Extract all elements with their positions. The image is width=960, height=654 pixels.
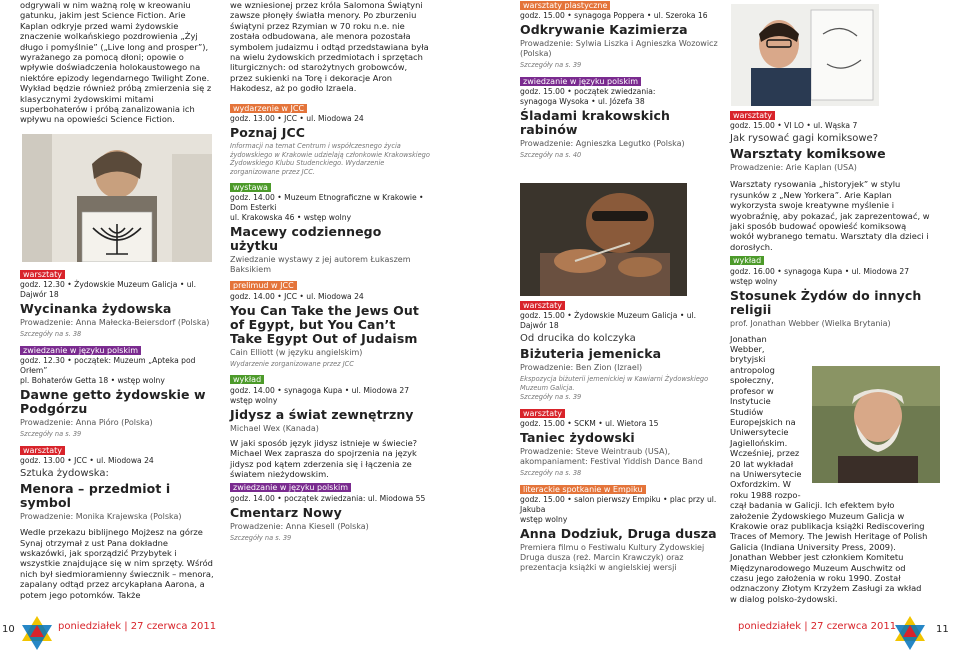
event-lead: Prowadzenie: Anna Kiesell (Polska) [230, 521, 369, 531]
event-meta: godz. 15.00 • salon pierwszy Empiku • plac przy ul. Jakuba [520, 495, 717, 515]
intro-text: we wzniesionej przez króla Salomona Świątyni zawsze płonęły światła menory. Po zburzeniu świątyni przez Rzymian w 70 roku n.e. nie została odbudowana, ale menora pozostała symbolem judaizmu i odtąd przedstawiana była na wielu żydowskich przedmiotach i sprzętach liturgicznych: od starożytnych grobowców, przez sukienki na Torę i dekoracje Aron Hakodesz, aż po godło Izraela. [230, 0, 429, 94]
column-1-events [20, 266, 215, 600]
bearded-man-portrait-image [812, 366, 940, 483]
festival-logo-right [895, 616, 925, 654]
event-title: Anna Dodziuk, Druga dusza [520, 526, 717, 542]
event-title: Jidysz a świat zewnętrzny [230, 406, 414, 422]
page-number-right: 11 [936, 624, 949, 635]
event-title: Cmentarz Nowy [230, 504, 342, 520]
event-meta-2: wstęp wolny [520, 515, 568, 525]
event-title: You Can Take the Jews Out of Egypt, but You Can’t Take Egypt Out of Judaism [230, 302, 419, 346]
details-page-ref: Szczegóły na s. 39 [520, 393, 582, 402]
event-lead: Prowadzenie: Monika Krajewska (Polska) [20, 512, 182, 522]
event-wycinanka [20, 266, 215, 339]
event-lead: Premiera filmu o Festiwalu Kultury Żydowskiej Druga dusza (reż. Marcin Krawczyk) oraz prezentacja książki w angielskiej wersji [520, 543, 705, 573]
category-tag: zwiedzanie w języku polskim [20, 346, 141, 355]
event-meta: godz. 15.00 • synagoga Poppera • ul. Szeroka 16 [520, 11, 708, 21]
event-lead: Prowadzenie: Arie Kaplan (USA) [730, 163, 857, 173]
event-lead: prof. Jonathan Webber (Wielka Brytania) [730, 318, 891, 328]
event-lead: Michael Wex (Kanada) [230, 423, 319, 433]
details-page-ref: Szczegóły na s. 39 [520, 61, 582, 70]
event-meta: godz. 14.00 • Muzeum Etnograficzne w Krakowie • Dom Esterki [230, 193, 424, 213]
details-page-ref: Szczegóły na s. 38 [20, 330, 82, 339]
category-tag: zwiedzanie w języku polskim [230, 483, 351, 492]
event-komiks [730, 110, 930, 252]
event-lead: Prowadzenie: Sylwia Liszka i Agnieszka Wozowicz (Polska) [520, 39, 718, 59]
details-page-ref: Szczegóły na s. 38 [520, 469, 582, 478]
event-pretitle: Od drucika do kolczyka [520, 333, 636, 345]
event-meta-2: synagoga Wysoka • ul. Józefa 38 [520, 97, 645, 107]
event-meta-2: pl. Bohaterów Getta 18 • wstęp wolny [20, 376, 165, 386]
event-meta: godz. 15.00 • początek zwiedzania: [520, 87, 656, 97]
event-lead: Zwiedzanie wystawy z jej autorem Łukaszem Baksikiem [230, 255, 411, 275]
event-meta: godz. 12.30 • Żydowskie Muzeum Galicja • ul. Dajwór 18 [20, 280, 197, 300]
category-tag: literackie spotkanie w Empiku [520, 485, 646, 494]
event-bizuteria [520, 300, 720, 402]
category-tag: zwiedzanie w języku polskim [520, 77, 641, 86]
footer-date-left: poniedziałek | 27 czerwca 2011 [58, 621, 217, 632]
category-tag: wykład [730, 256, 764, 265]
star-of-david-logo-icon [22, 616, 52, 650]
craftsman-with-pliers-image [520, 183, 687, 296]
event-title: Dawne getto żydowskie w Podgórzu [20, 387, 206, 417]
event-menora [20, 442, 215, 600]
event-lead: Cain Elliott (w języku angielskim) [230, 347, 363, 357]
category-tag: warsztaty [20, 270, 65, 279]
column-3 [520, 0, 720, 163]
event-meta-2: ul. Krakowska 46 • wstęp wolny [230, 213, 352, 223]
event-lead: Prowadzenie: Anna Pióro (Polska) [20, 418, 153, 428]
column-1 [20, 0, 215, 125]
event-meta: godz. 14.00 • synagoga Kupa • ul. Miodowa 27 [230, 385, 410, 395]
intro-text: odgrywali w nim ważną rolę w kreowaniu gatunku, jakim jest Science Fiction. Arie Kaplan odkryje przed wami żydowskie znaczenie wolkańskiego pozdrowienia „Żyj długo i pomyślnie” („Live long and prosper”), wyrażanego za pomocą dłoni; opowie o wpływie doświadczenia holokaustowego na niektóre epizody legendarnego Twilight Zone. Wykład będzie również próbą zmierzenia się z klasycznymi żydowskimi mitami superbohaterów i próbą zanalizowania ich wpływu na opowieści Science Fiction. [20, 0, 212, 125]
event-meta-2: wstęp wolny [230, 395, 278, 405]
event-meta-2: wstęp wolny [730, 276, 778, 286]
category-tag: warsztaty [20, 446, 65, 455]
event-poznaj-jcc [230, 100, 430, 176]
event-macewy [230, 179, 430, 275]
festival-logo-left [22, 616, 52, 654]
speaker-bio-wrapped: Jonathan Webber, brytyjski antropolog społeczny, profesor w Instytucie Studiów Europejskich na Uniwersytecie Jagiellońskim. Wcześniej, przez 20 lat wykładał na Uniwersytecie Oxfordzkim. W roku 1988 rozpo- [730, 333, 802, 500]
event-cmentarz [230, 479, 430, 542]
event-meta: godz. 15.00 • Żydowskie Muzeum Galicja • ul. Dajwór 18 [520, 311, 697, 331]
category-tag: warsztaty [520, 409, 565, 418]
details-page-ref: Szczegóły na s. 39 [20, 430, 82, 439]
man-drawing-comics-image [731, 4, 879, 106]
event-title: Taniec żydowski [520, 430, 635, 446]
event-title: Warsztaty komiksowe [730, 146, 886, 162]
footer-date-right: poniedziałek | 27 czerwca 2011 [738, 621, 897, 632]
event-egypt [230, 277, 430, 368]
details-page-ref: Szczegóły na s. 39 [230, 533, 292, 542]
event-jidysz [230, 371, 430, 479]
star-of-david-logo-icon [895, 616, 925, 650]
event-title: Biżuteria jemenicka [520, 346, 662, 362]
category-tag: warsztaty plastyczne [520, 1, 610, 10]
event-title: Stosunek Żydów do innych religii [730, 287, 922, 317]
event-pretitle: Sztuka żydowska: [20, 468, 109, 480]
column-2 [230, 0, 430, 545]
event-meta: godz. 14.00 • JCC • ul. Miodowa 24 [230, 291, 364, 301]
category-tag: wystawa [230, 183, 271, 192]
event-dodziuk [520, 481, 720, 573]
event-description: W jaki sposób język jidysz istnieje w świecie? Michael Wex zaprasza do spojrzenia na język jidysz pod kątem zderzenia się i łączenia ze światem nieżydowskim. [230, 437, 418, 479]
event-taniec [520, 405, 720, 478]
event-title: Macewy codziennego użytku [230, 224, 382, 254]
event-lead: Prowadzenie: Agnieszka Legutko (Polska) [520, 139, 685, 149]
event-meta: godz. 13.00 • JCC • ul. Miodowa 24 [230, 114, 364, 124]
event-title: Wycinanka żydowska [20, 301, 172, 317]
event-meta: godz. 15.00 • SCKM • ul. Wietora 15 [520, 419, 659, 429]
event-note: Ekspozycja biżuterii jemenickiej w Kawiarni Żydowskiego Muzeum Galicja. [520, 375, 709, 392]
event-meta: godz. 12.30 • początek: Muzeum „Apteka pod Orłem” [20, 356, 196, 376]
event-lead: Prowadzenie: Ben Zion (Izrael) [520, 363, 643, 373]
event-getto [20, 342, 215, 439]
event-title: Śladami krakowskich rabinów [520, 108, 671, 138]
event-lead: Prowadzenie: Steve Weintraub (USA), akompaniament: Festival Yiddish Dance Band [520, 447, 703, 467]
page-number-left: 10 [2, 624, 15, 635]
photo-menora-workshop [22, 134, 212, 262]
event-description: Wedle przekazu biblijnego Mojżesz na górze Synaj otrzymał z ust Pana dokładne wskazówki, jak sporządzić Przybytek i wszystkie znajdujące się w nim sprzęty. Wśród nich był siedmioramienny świecznik – menora, zapalany odtąd przez arcykapłana Aarona, a potem jego potomków. Także [20, 527, 214, 600]
woman-with-menora-cutout-image [22, 134, 212, 262]
category-tag: prelimud w JCC [230, 281, 297, 290]
event-meta: godz. 16.00 • synagoga Kupa • ul. Miodowa 27 [730, 266, 910, 276]
details-page-ref: Szczegóły na s. 40 [520, 151, 582, 160]
photo-jonathan-webber [812, 366, 940, 483]
category-tag: warsztaty [730, 111, 775, 120]
event-pretitle: Jak rysować gagi komiksowe? [730, 133, 878, 145]
event-note: Informacji na temat Centrum i współczesnego życia żydowskiego w Krakowie udzielają członkowie Krakowskiego Żydowskiego Klubu Studenckiego. Wydarzenie zorganizowane przez JCC. [230, 142, 430, 176]
column-4-events [730, 110, 930, 604]
event-meta: godz. 15.00 • VI LO • ul. Wąska 7 [730, 121, 858, 131]
event-title: Poznaj JCC [230, 125, 305, 141]
category-tag: warsztaty [520, 301, 565, 310]
column-3-events [520, 300, 720, 575]
speaker-bio: czął badania w Galicji. Ich efektem było założenie Żydowskiego Muzeum Galicja w Krakowie oraz publikacja książki Rediscovering Traces of Memory. The Jewish Heritage of Polish Galicia (Indiana University Press, 2009). Jonathan Webber jest członkiem Komitetu Międzynarodowego Muzeum Auschwitz od czasu jego założenia w roku 1990. Został odznaczony Złotym Krzyżem Zasługi za wkład w dialog polsko-żydowski. [730, 500, 928, 604]
event-note: Wydarzenie zorganizowane przez JCC [230, 359, 354, 368]
event-description: Warsztaty rysowania „historyjek” w stylu rysunków z „New Yorkera”. Arie Kaplan wykorzysta swoje kreatywne myślenie i wyobraźnię, aby pokazać, jak zaprezentować, w jaki sposób budować opowieść komiksową wokół wybranego tematu. Warsztaty dla dzieci i dorosłych. [730, 179, 930, 252]
photo-jewelry-maker [520, 183, 687, 296]
event-title: Menora – przedmiot i symbol [20, 481, 171, 511]
category-tag: wydarzenie w JCC [230, 104, 307, 113]
event-title: Odkrywanie Kazimierza [520, 22, 688, 38]
category-tag: wykład [230, 375, 264, 384]
event-lead: Prowadzenie: Anna Małecka-Beiersdorf (Polska) [20, 318, 210, 328]
event-odkrywanie [520, 0, 720, 70]
event-meta: godz. 14.00 • początek zwiedzania: ul. Miodowa 55 [230, 493, 426, 503]
photo-arie-kaplan [731, 4, 879, 106]
event-rabini [520, 73, 720, 160]
event-meta: godz. 13.00 • JCC • ul. Miodowa 24 [20, 456, 154, 466]
